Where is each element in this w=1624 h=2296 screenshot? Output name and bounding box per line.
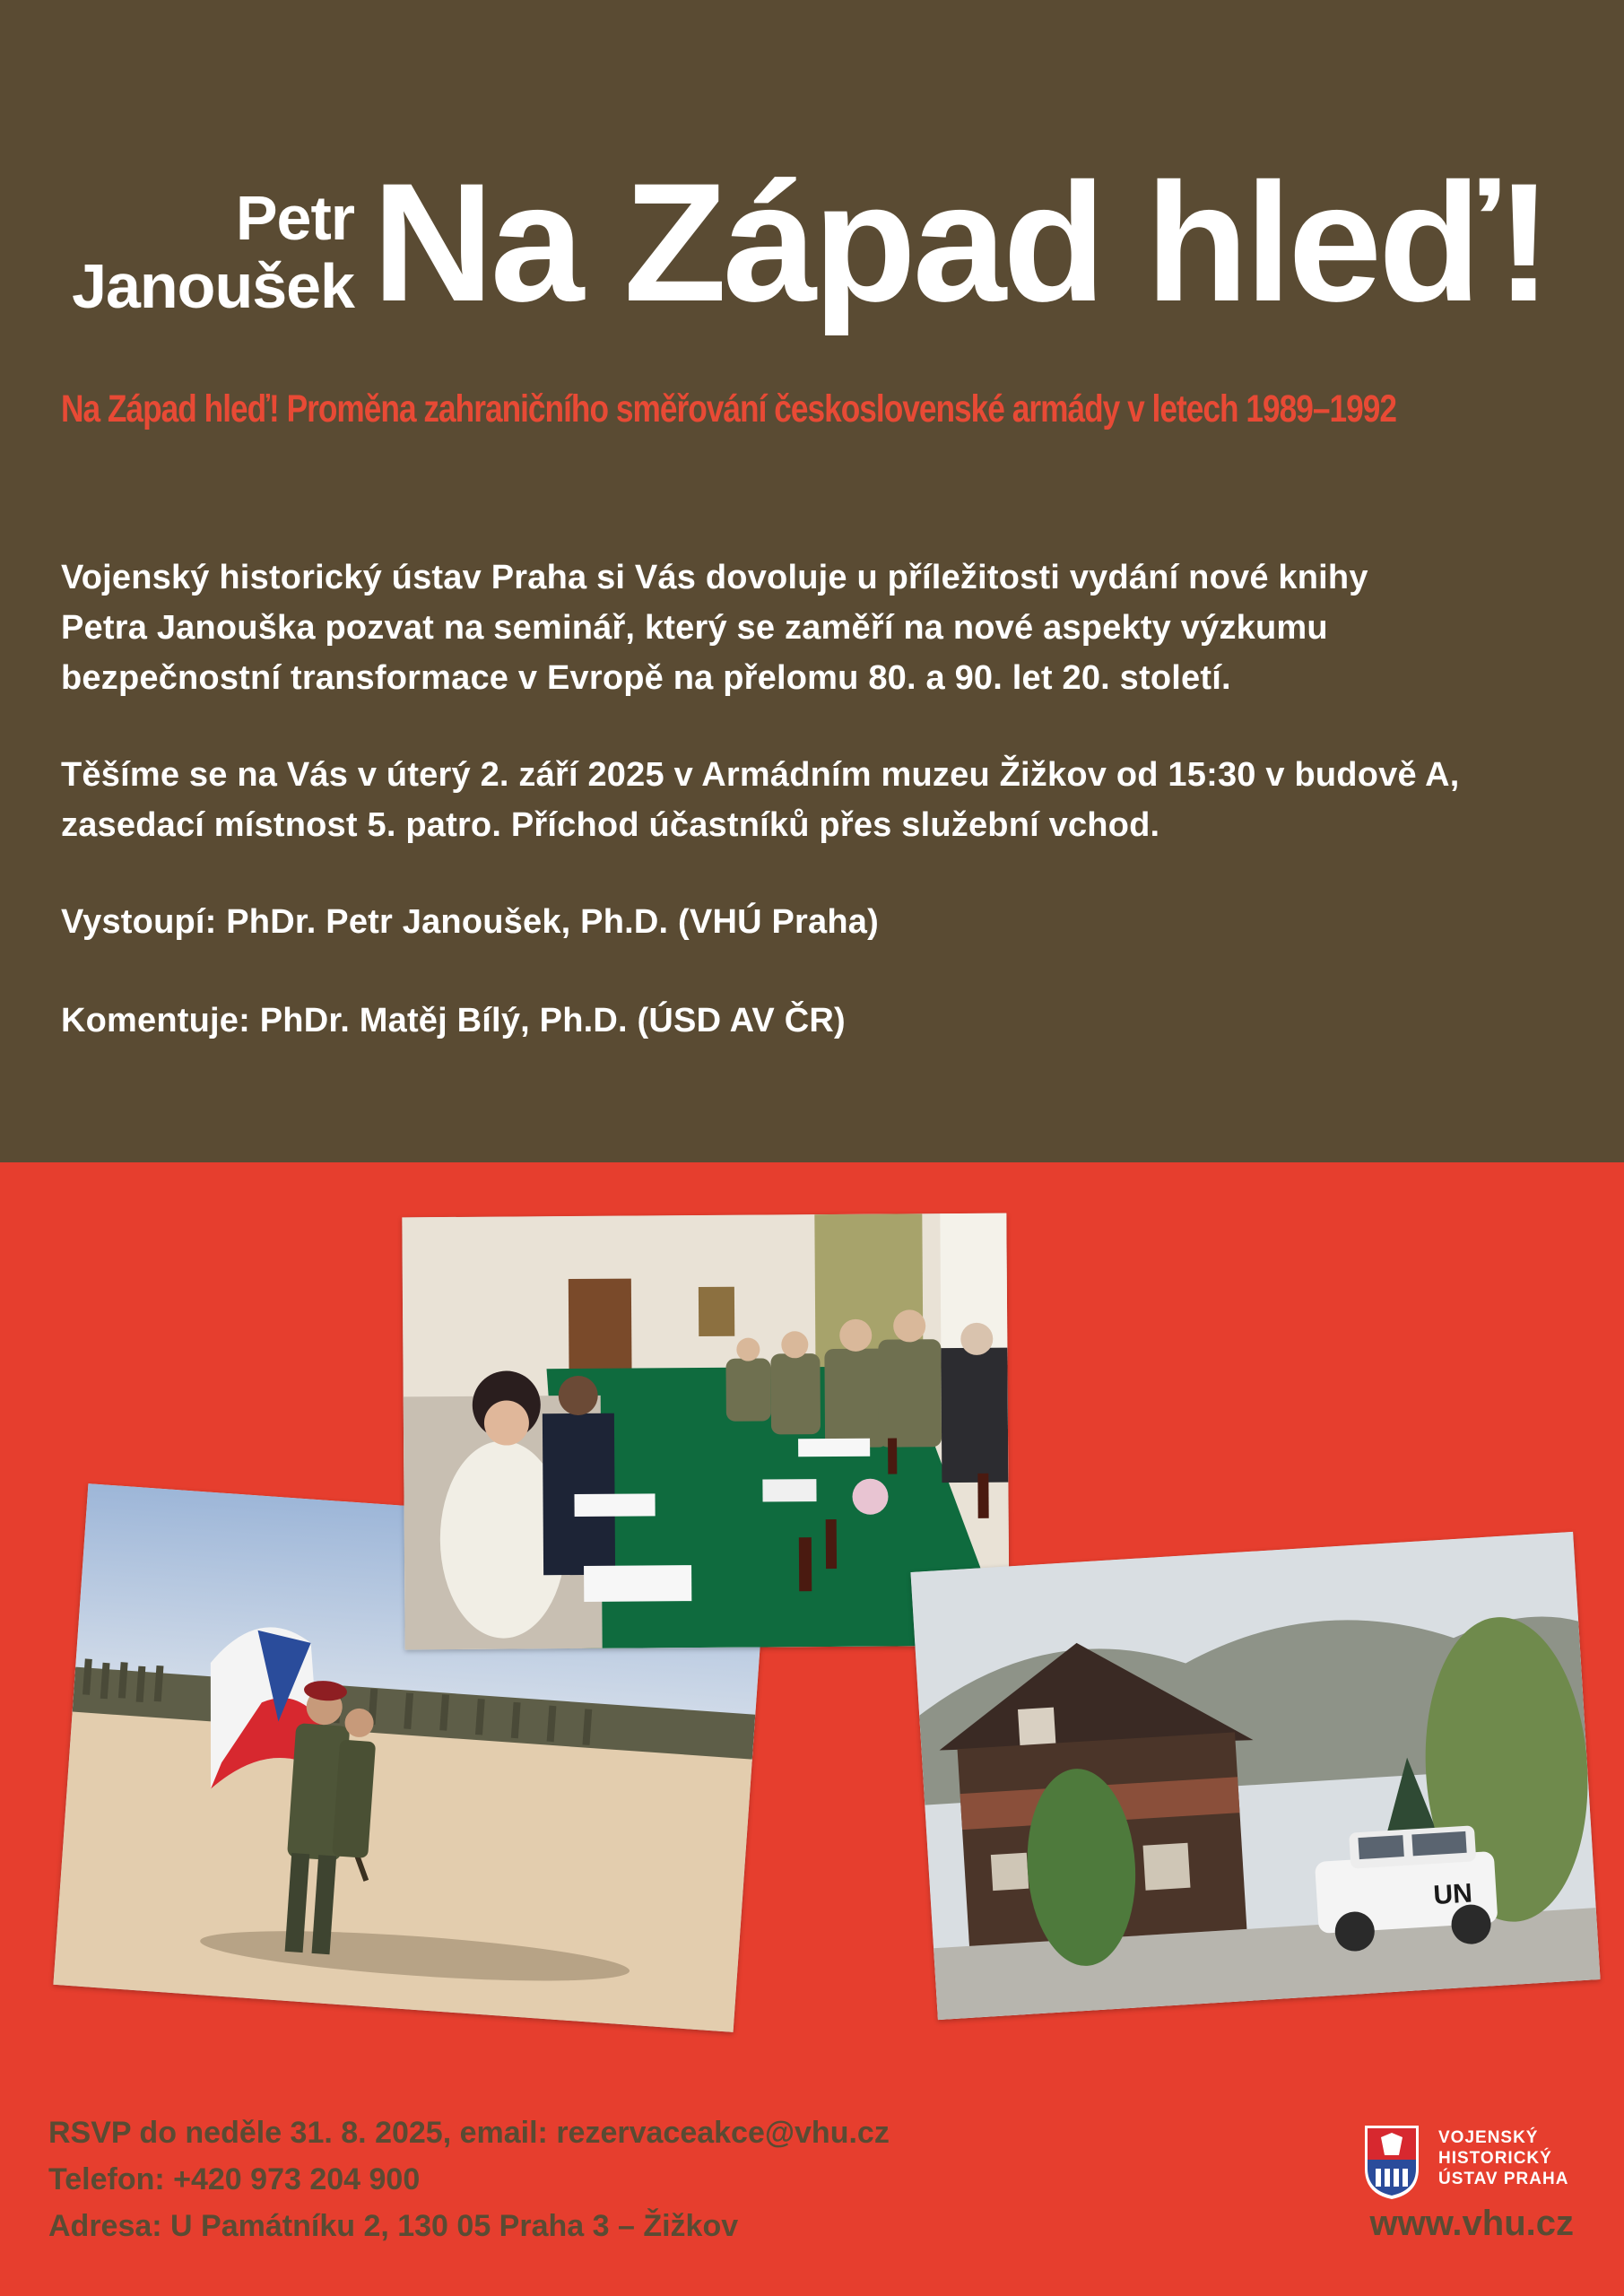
house-photo-icon bbox=[910, 1532, 1600, 2020]
invitation-paragraph: Vojenský historický ústav Praha si Vás dovoluje u příležitosti vydání nové knihy Petra Janouška pozvat na seminář, který se zaměří na nové aspekty výzkumu bezpečnostní transformace v Evropě na přelomu 80. a 90. let 20. století. bbox=[61, 559, 1368, 697]
speaker-line: Vystoupí: PhDr. Petr Janoušek, Ph.D. (VHÚ Praha) bbox=[61, 903, 879, 941]
author-last-name: Janoušek bbox=[72, 251, 354, 321]
vhu-logo bbox=[1363, 2124, 1578, 2205]
page-title: Na Západ hleď! bbox=[372, 148, 1549, 336]
house-photo bbox=[910, 1532, 1600, 2020]
commentator-line: Komentuje: PhDr. Matěj Bílý, Ph.D. (ÚSD AV ČR) bbox=[61, 1002, 846, 1039]
address-line: Adresa: U Památníku 2, 130 05 Praha 3 – Žižkov bbox=[48, 2209, 739, 2243]
author-first-name: Petr bbox=[235, 183, 354, 253]
event-details-paragraph: Těšíme se na Vás v úterý 2. září 2025 v Armádním muzeu Žižkov od 15:30 v budově A, zasedací místnost 5. patro. Příchod účastníků přes služební vchod. bbox=[61, 756, 1460, 844]
author-name bbox=[54, 184, 354, 320]
logo-text: VOJENSKÝ HISTORICKÝ ÚSTAV PRAHA bbox=[1438, 2128, 1569, 2188]
contact-info bbox=[48, 2109, 890, 2249]
phone-line: Telefon: +420 973 204 900 bbox=[48, 2162, 421, 2196]
un-car-label: UN bbox=[1432, 1878, 1473, 1911]
rsvp-line: RSVP do neděle 31. 8. 2025, email: rezervaceakce@vhu.cz bbox=[48, 2116, 890, 2150]
website-link[interactable]: www.vhu.cz bbox=[1369, 2204, 1574, 2243]
shield-icon bbox=[1363, 2124, 1420, 2201]
subtitle: Na Západ hleď! Proměna zahraničního směřování československé armády v letech 1989–1992 bbox=[61, 387, 1396, 430]
